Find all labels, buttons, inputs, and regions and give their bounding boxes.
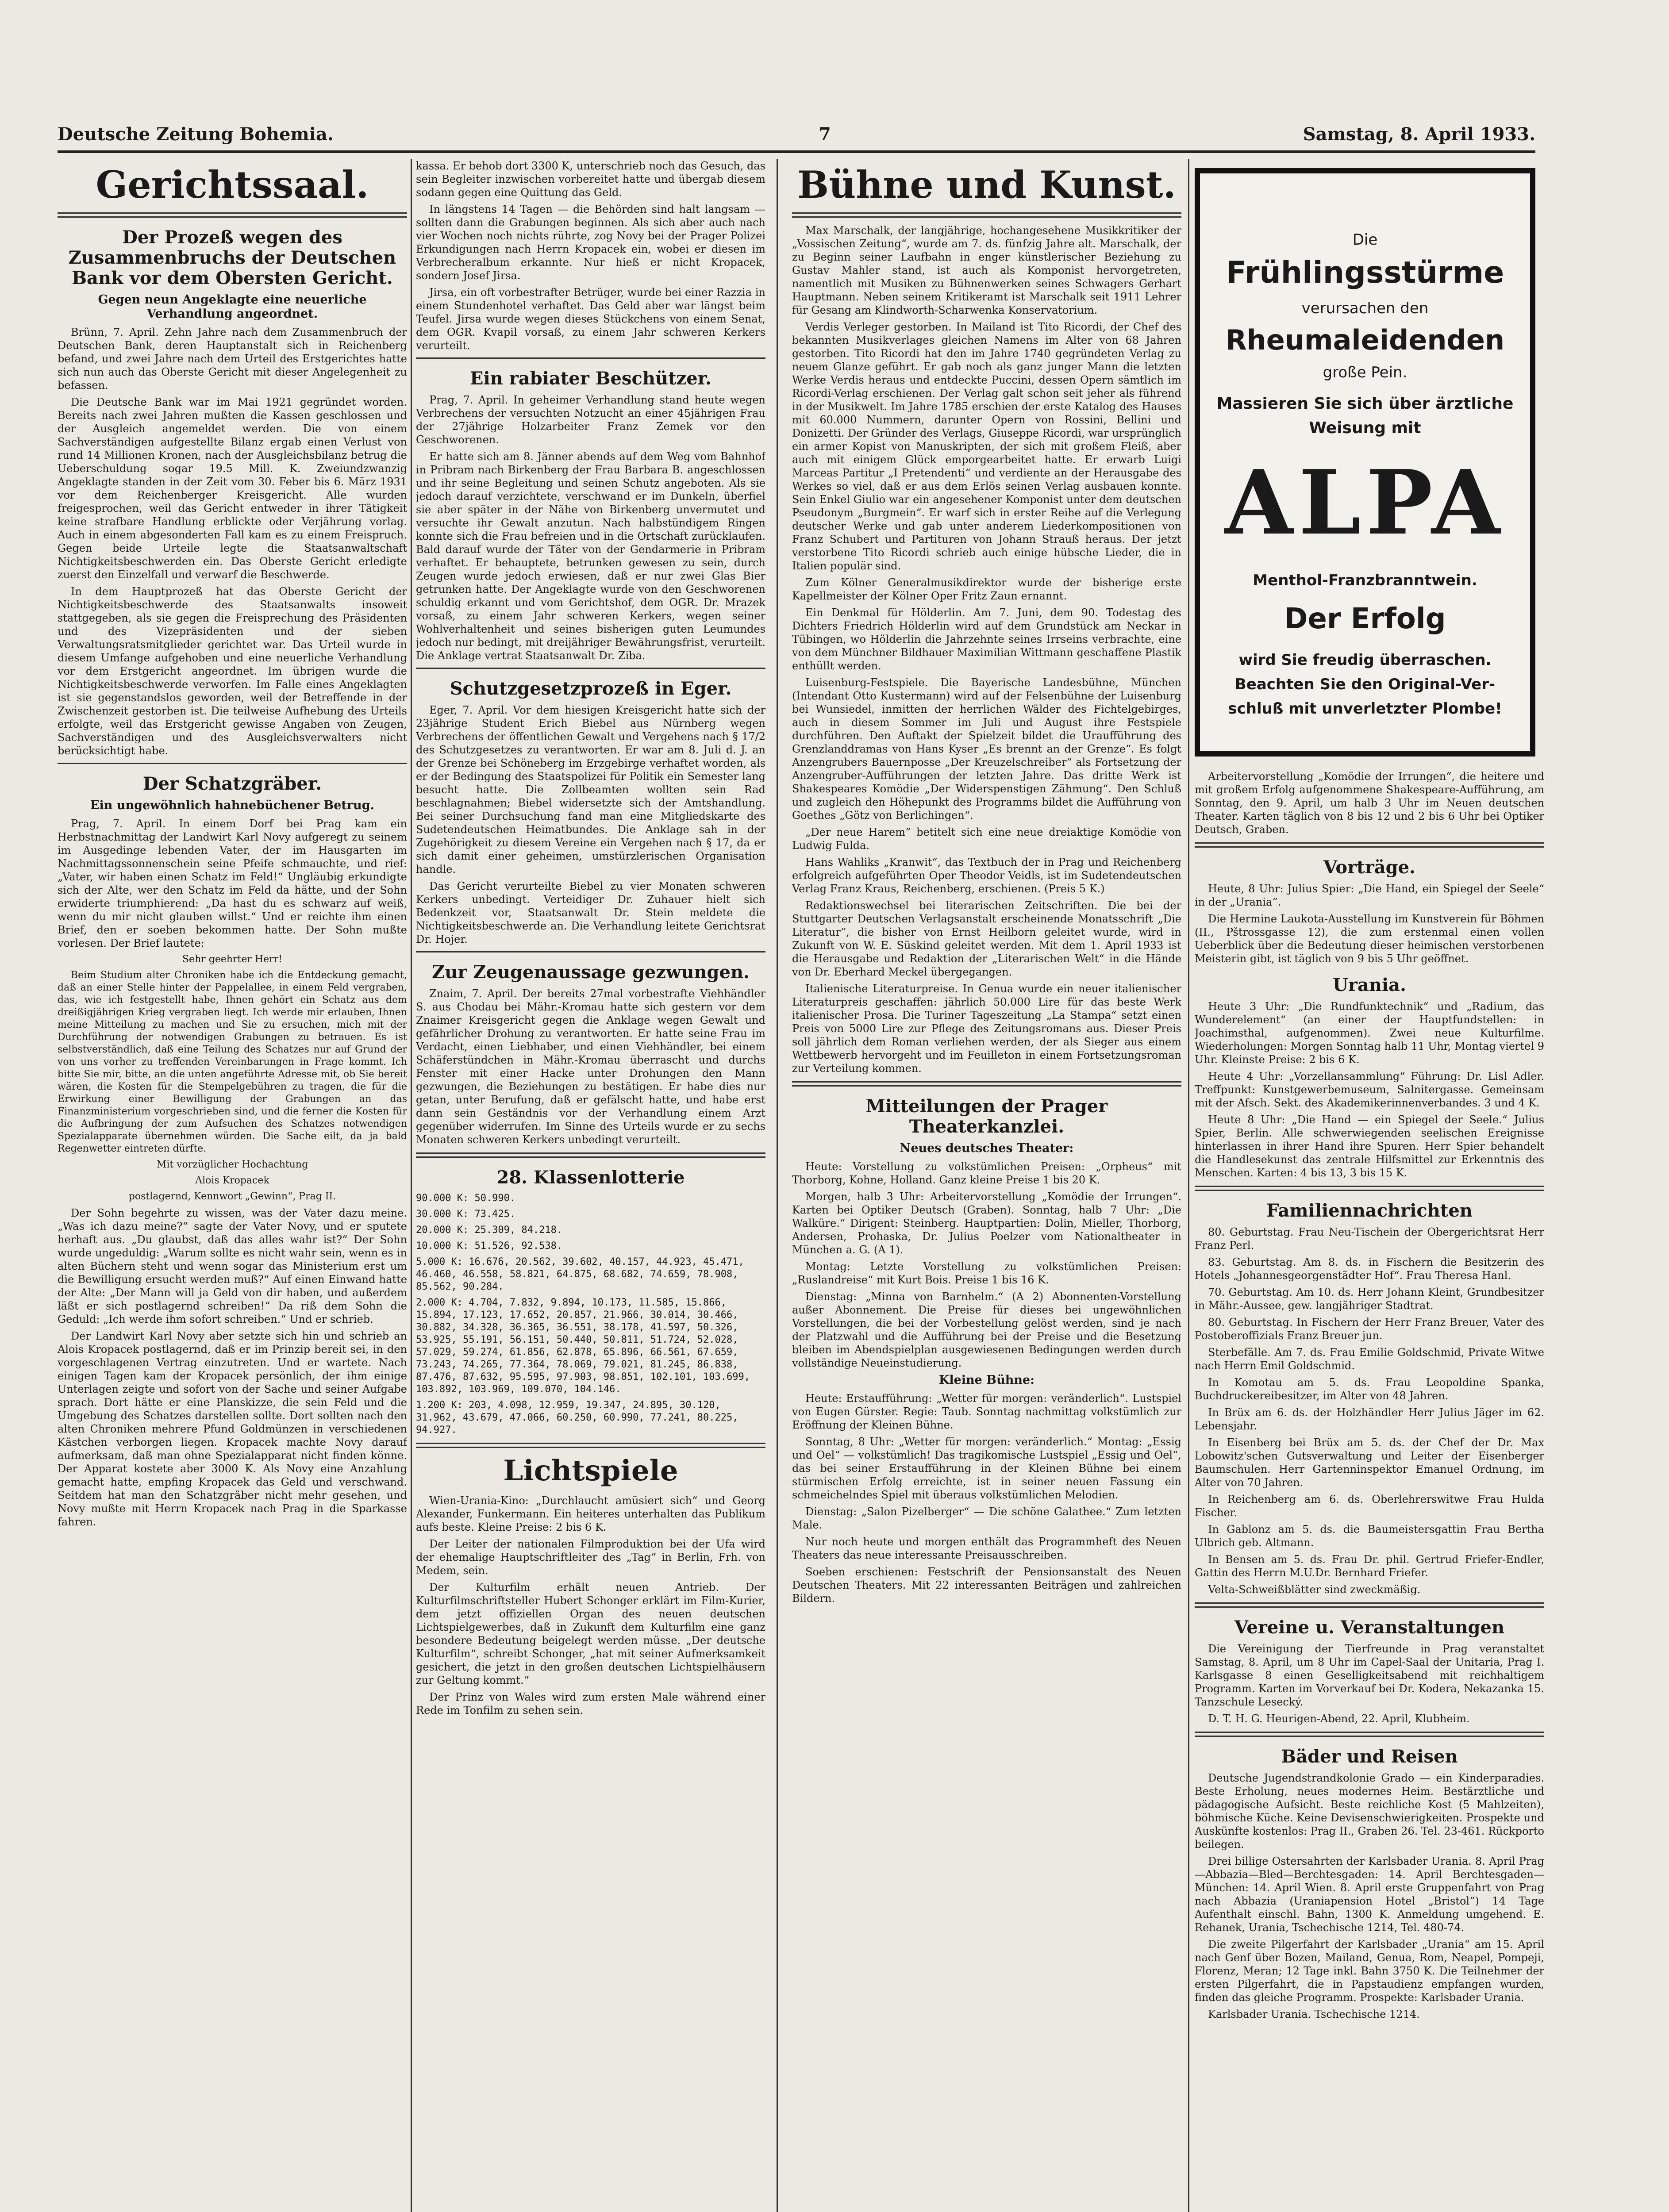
article-paragraph: Nur noch heute und morgen enthält das Programmheft des Neuen Theaters das neue interessante Preisausschreiben.: [792, 1536, 1181, 1561]
article-paragraph: Zum Kölner Generalmusikdirektor wurde der bisherige erste Kapellmeister der Kölner Oper Fritz Zaun ernannt.: [792, 576, 1181, 602]
article-paragraph: D. T. H. G. Heurigen-Abend, 22. April, Klubheim.: [1208, 1713, 1470, 1725]
article-paragraph: Znaim, 7. April. Der bereits 27mal vorbestrafte Viehhändler S. aus Chodau bei Mähr.-Kromau hatte sich gestern vor dem Znaimer Kreisgericht gegen die Anklage wegen Gewalt und gefährlicher Drohung zu verantworten. Er hatte seine Frau im Verdacht, einen Liebhaber, und einen Viehhändler, bei einem Schäferstündchen in Mähr.-Kromau überrascht und durchs Fenster mit einer Hacke unter Drohungen den Mann gezwungen, die Beziehungen zu bestätigen. Er habe dies nur getan, unter Berufung, daß er gefälscht hatte, und habe erst dann sein Geständnis vor der Verhandlung einem Arzt gegenüber widerrufen. Im Sinne des Urteils wurde er zu sechs Monaten schweren Kerkers unbedingt verurteilt.: [416, 987, 765, 1146]
headline-schatzgraeber: Der Schatzgräber.: [142, 773, 322, 794]
article-paragraph: Velta-Schweißblätter sind zweckmäßig.: [1208, 1583, 1421, 1596]
subheadline: Neues deutsches Theater:: [900, 1141, 1074, 1155]
alpa-advertisement: [1195, 168, 1535, 757]
ad-text: Beachten Sie den Original-Ver-: [1234, 676, 1496, 693]
article-paragraph: Verdis Verleger gestorben. In Mailand ist Tito Ricordi, der Chef des bekannten Musikverlages gleichen Namens im Alter von 68 Jahren gestorben. Tito Ricordi hat den im Jahre 1740 gegründeten Verlag zu neuem Glanze geführt. Er gab noch als ganz junger Mann die letzten Werke Verdis heraus und entdeckte Puccini, dessen Opern sämtlich im Ricordi-Verlag erschienen. Der Verlag galt schon seit jeher als führend in der Musikwelt. Im Jahre 1785 erschien der erste Katalog des Hauses mit 60.000 Nummern, darunter Opern von Rossini, Bellini und Donizetti. Der Gründer des Verlags, Giuseppe Ricordi, war ursprünglich ein armer Kopist von Manuskripten, der sich mit großem Fleiß, aber auch mit einigem Glück emporgearbeitet hatte. Er erwarb Luigi Marceas Partitur „I Pretendenti“ und verdiente an der Herausgabe des Werkes so viel, daß er aus dem Erlös seinen Verlag ausbauen konnte. Sein Enkel Giulio war ein angesehener Komponist unter dem deutschen Pseudonym „Burgmein“. Er warf sich in erster Reihe auf die Verlegung deutscher Werke und gab unter anderem Liederkompositionen von Franz Schubert und Partituren von Johann Strauß heraus. Der jetzt verstorbene Tito Ricordi schrieb auch einige hübsche Lieder, die in Italien populär sind.: [792, 321, 1181, 572]
article-paragraph: Morgen, halb 3 Uhr: Arbeitervorstellung „Komödie der Irrungen“. Karten bei Optiker Deutsch (Graben). Sonntag, halb 7 Uhr: „Die Walküre.“ Dirigent: Steinberg. Hauptpartien: Dolin, Mieller, Thorborg, Andersen, Prohaska, Dr. Julius Poelzer vom Nationaltheater in München a. G. (A 1).: [792, 1190, 1181, 1256]
article-paragraph: Heute: Vorstellung zu volkstümlichen Preisen: „Orpheus“ mit Thorborg, Kohne, Holland. Ganz kleine Preise 1 bis 20 K.: [792, 1160, 1181, 1186]
headline-urania: Urania.: [1333, 975, 1406, 995]
article-paragraph: Dienstag: „Salon Pizelberger“ — Die schöne Galathee.“ Zum letzten Male.: [792, 1505, 1181, 1531]
article-paragraph: Redaktionswechsel bei literarischen Zeitschriften. Die bei der Stuttgarter Deutschen Verlagsanstalt erscheinende Monatsschrift „Die Literatur“, die bisher von Ernst Heilborn geleitet wurde, wird in Zukunft von W. E. Süskind geleitet werden. Mit dem 1. April 1933 ist die Herausgabe und Redaktion der „Literarischen Welt“ in die Hände von Dr. Eberhard Meckel übergegangen.: [792, 899, 1181, 978]
lottery-row: 5.000 K: 16.676, 20.562, 39.602, 40.157, 44.923, 45.471, 46.460, 46.558, 58.821, 64.875, 68.682, 74.659, 78.908, 85.562, 90.284.: [416, 1256, 744, 1292]
article-paragraph: Prag, 7. April. In geheimer Verhandlung stand heute wegen Verbrechens der versuchten Notzucht an einer 45jährigen Frau der 27jährige Holzarbeiter Franz Zemek vor den Geschworenen.: [416, 394, 765, 446]
lottery-results: [416, 1192, 765, 1436]
article-paragraph: Heute, 8 Uhr: Julius Spier: „Die Hand, ein Spiegel der Seele“ in der „Urania“.: [1195, 883, 1544, 908]
article-paragraph: Sonntag, 8 Uhr: „Wetter für morgen: veränderlich.“ Montag: „Essig und Oel“ — volkstümlich! Das tragikomische Lustspiel „Essig und Oel“, das bei seiner Erstaufführung in der Kleinen Bühne bei einem stürmischen Erfolg erreichte, ist in seiner neuen Fassung ein schmeichelndes Spiel mit überaus volkstümlichen Melodien.: [792, 1436, 1181, 1501]
article-paragraph: Hans Wahliks „Kranwit“, das Textbuch der in Prag und Reichenberg erfolgreich aufgeführten Oper Theodor Veidls, ist im Sudetendeutschen Verlag Franz Kraus, Reichenberg, erschienen. (Preis 5 K.): [792, 856, 1181, 895]
section-title-gerichtssaal: Gerichtssaal.: [96, 163, 369, 207]
lottery-row: 10.000 K: 51.526, 92.538.: [416, 1240, 563, 1252]
divider: [416, 1443, 765, 1448]
article-paragraph: kassa. Er behob dort 3300 K, unterschrieb noch das Gesuch, das sein Begleiter inzwischen vorbereitet hatte und übergab diesem sodann gegen eine Quittung das Geld.: [416, 160, 765, 199]
article-paragraph: Der Landwirt Karl Novy aber setzte sich hin und schrieb an Alois Kropacek postlagernd, daß er im Prinzip bereit sei, in den vorgeschlagenen Vertrag einzutreten. Und er wartete. Nach einigen Tagen kam der Kropacek persönlich, der ihm einige Unterlagen zeigte und sofort von der Sache und seiner Aufgabe sprach. Dort hätte er eine Planskizze, die sein Feld und die Umgebung des Schatzes darstellen sollte. Dort sollten nach den alten Chroniken mehrere Pfund Goldmünzen in verschiedenen Kästchen verborgen liegen. Kropacek machte Novy darauf aufmerksam, daß man ohne Spezialapparat nicht finden könne. Der Apparat kostete aber 3000 K. Als Novy eine Anzahlung gemacht hatte, empfing Kropacek das Geld und verschwand. Seitdem hat man den Schatzgräber nicht mehr gesehen, und Novy mußte mit Herrn Kropacek nach Prag in die Sparkasse fahren.: [58, 1330, 407, 1528]
subheadline: Kleine Bühne:: [938, 1373, 1035, 1387]
divider: [416, 668, 765, 669]
lottery-row: 90.000 K: 50.990.: [416, 1193, 516, 1204]
article-paragraph: In Brüx am 6. ds. der Holzhändler Herr Julius Jäger im 62. Lebensjahr.: [1195, 1406, 1544, 1432]
article-paragraph: Arbeitervorstellung „Komödie der Irrungen“, die heitere und mit großem Erfolg aufgenommene Shakespeare-Aufführung, am Sonntag, den 9. April, um halb 3 Uhr im Neuen deutschen Theater. Karten täglich von 8 bis 12 und 2 bis 6 Uhr bei Optiker Deutsch, Graben.: [1195, 770, 1544, 836]
article-paragraph: In Eisenberg bei Brüx am 5. ds. der Chef der Dr. Max Lobowitz'schen Gutsverwaltung und Leiter der Eisenberger Baumschulen. Herr Gartenninspektor Emanuel Ordnung, im Alter von 70 Jahren.: [1195, 1436, 1544, 1489]
subheadline: Gegen neun Angeklagte eine neuerliche Verhandlung angeordnet.: [98, 293, 367, 321]
letter-closing: Mit vorzüglicher Hochachtung: [156, 1159, 308, 1170]
article-paragraph: Der Kulturfilm erhält neuen Antrieb. Der Kulturfilmschriftsteller Hubert Schonger erklärt im Film-Kurier, dem jetzt offiziellen Organ des neuen deutschen Lichtspielgewerbes, daß in Zukunft dem Kulturfilm eine ganz besondere Bedeutung beigelegt werden müsse. „Der deutsche Kulturfilm“, schreibt Schonger, „hat mit seiner Aufmerksamkeit gesichert, die jetzt in den großen deutschen Lichtspielhäusern zur Geltung kommt.“: [416, 1581, 765, 1686]
ad-text: Menthol-Franzbranntwein.: [1253, 572, 1477, 589]
article-paragraph: In Reichenberg am 6. ds. Oberlehrerswitwe Frau Hulda Fischer.: [1195, 1493, 1544, 1519]
headline-vortraege: Vorträge.: [1323, 857, 1415, 878]
ad-text: Massieren Sie sich über ärztliche: [1216, 395, 1514, 413]
article-paragraph: Luisenburg-Festspiele. Die Bayerische Landesbühne, München (Intendant Otto Kustermann) wird auf der Felsenbühne der Luisenburg bei Wunsiedel, inmitten der herrlichen Wälder des Fichtelgebirges, auch in diesem Sommer im Juli und August ihre Festspiele durchführen. Den Auftakt der Spielzeit bildet die Uraufführung des Grenzlanddramas von Hans Kyser „Es brennt an der Grenze“. Es folgt Anzengrubers Bauernposse „Der Kreuzelschreiber“ als Fortsetzung der Anzengruber-Aufführungen der letzten Jahre. Das dritte Werk ist Shakespeares Komödie „Der Widerspenstigen Zähmung“. Den Schluß und zugleich den Höhepunkt des Programms bildet die Aufführung von Goethes „Götz von Berlichingen“.: [792, 676, 1181, 822]
ad-headline: Frühlingsstürme: [1226, 255, 1504, 290]
lottery-row: 30.000 K: 73.425.: [416, 1209, 516, 1220]
article-paragraph: Heute 3 Uhr: „Die Rundfunktechnik“ und „Radium, das Wunderelement“ (an einer der Hauptfundstellen: in Joachimsthal, aufgenommen). Zwei neue Kulturfilme. Wiederholungen: Morgen Sonntag halb 11 Uhr, Montag viertel 9 Uhr. Kleinste Preise: 2 bis 6 K.: [1195, 1000, 1544, 1066]
letter-text: Beim Studium alter Chroniken habe ich die Entdeckung gemacht, daß an einer Stelle hinter der Pappelallee, in einem Feld vergraben, das, wie ich festgestellt habe, Ihnen gehört ein Schatz aus dem dreißigjährigen Krieg vergraben liegt. Ich werde mir erlauben, Ihnen meine Mitteilung zu machen und Sie zu ersuchen, mich mit der Durchführung der notwendigen Grabungen zu betrauen. Es ist selbstverständlich, daß eine Teilung des Schatzes nur auf Grund der von uns vorher zu treffenden Vereinbarungen in Frage kommt. Ich bitte Sie mir, bitte, an die unten angeführte Adresse mit, ob Sie bereit wären, die Kosten für die Stempelgebühren zu tragen, die für die Erwirkung einer Bewilligung der Grabungen an das Finanzministerium vorgeschrieben sind, und die ferner die Kosten für die Aufbringung der zum Aufsuchen des Schatzes notwendigen Spezialapparate übernehmen würden. Die Sache eilt, da ja bald Regenwetter eintreten dürfte.: [58, 970, 407, 1154]
article-paragraph: Heute 8 Uhr: „Die Hand — ein Spiegel der Seele.“ Julius Spier, Berlin. Alle schwerwiegenden seelischen Ereignisse hinterlassen in ihrer Hand ihre Spuren. Herr Spier behandelt die Handlesekunst das zentrale Hilfsmittel zur Erkenntnis des Menschen. Karten: 4 bis 13, 3 bis 15 K.: [1195, 1114, 1544, 1179]
subheadline: Ein ungewöhnlich hahnebüchener Betrug.: [90, 799, 375, 812]
article-paragraph: Jirsa, ein oft vorbestrafter Betrüger, wurde bei einer Razzia in einem Stundenhotel verhaftet. Das Geld aber war längst beim Teufel. Jirsa wurde wegen dieses Stückchens von einem Senat, dem OGR. Kvapil vorsaß, zu einem Jahr schweren Kerkers verurteilt.: [416, 286, 765, 352]
column-court-news: [58, 159, 407, 2212]
headline-theaterkanzlei: Mitteilungen der Prager Theaterkanzlei.: [865, 1096, 1108, 1137]
ad-text: verursachen den: [1301, 300, 1429, 317]
ad-text: wird Sie freudig überraschen.: [1238, 651, 1492, 669]
lottery-row: 1.200 K: 203, 4.098, 12.959, 19.347, 24.895, 30.120, 31.962, 43.679, 47.066, 60.250, 60.990, 77.241, 80.225, 94.927.: [416, 1400, 738, 1436]
divider: [416, 1152, 765, 1158]
section-title-lichtspiele: Lichtspiele: [503, 1454, 678, 1487]
article-paragraph: Brünn, 7. April. Zehn Jahre nach dem Zusammenbruch der Deutschen Bank, deren Hauptanstalt sich in Reichenberg befand, und zwei Jahre nach dem Urteil des Erstgerichtes hatte sich nun auch das Oberste Gericht mit dieser Angelegenheit zu befassen.: [58, 326, 407, 392]
column-court-continued: [416, 159, 765, 2212]
headline-baeder-und-reisen: Bäder und Reisen: [1281, 1746, 1458, 1767]
article-paragraph: Heute 4 Uhr: „Vorzellansammlung“ Führung: Dr. Lisl Adler. Treffpunkt: Kunstgewerbemuseum, Salnitergasse. Gemeinsam mit der Afsch. Sekt. des Akademikerinnenverbandes. 3 und 4 K.: [1195, 1070, 1544, 1109]
article-paragraph: 80. Geburtstag. Frau Neu-Tischein der Obergerichtsrat Herr Franz Perl.: [1195, 1226, 1544, 1252]
article-paragraph: Soeben erschienen: Festschrift der Pensionsanstalt des Neuen Deutschen Theaters. Mit 22 interessanten Beiträgen und zahlreichen Bildern.: [792, 1566, 1181, 1605]
article-paragraph: 80. Geburtstag. In Fischern der Herr Franz Breuer, Vater des Postoberoffizials Franz Breuer jun.: [1195, 1316, 1544, 1342]
divider: [1195, 842, 1544, 848]
column-rule: [777, 159, 778, 2212]
divider: [1195, 1186, 1544, 1191]
article-paragraph: In Gablonz am 5. ds. die Baumeistersgattin Frau Bertha Ulbrich geb. Altmann.: [1195, 1523, 1544, 1549]
divider: [58, 212, 407, 218]
article-paragraph: Die zweite Pilgerfahrt der Karlsbader „Urania“ am 15. April nach Genf über Bozen, Mailand, Genua, Rom, Neapel, Pompeji, Florenz, Meran; 12 Tage inkl. Bahn 3750 K. Die Teilnehmer der ersten Pilgerfahrt, die in Papstaudienz empfangen wurden, finden das gleiche Programm. Prospekte: Karlsbader Urania.: [1195, 1938, 1544, 2004]
divider: [416, 951, 765, 952]
article-paragraph: „Der neue Harem“ betitelt sich eine neue dreiaktige Komödie von Ludwig Fulda.: [792, 826, 1181, 852]
article-paragraph: Er hatte sich am 8. Jänner abends auf dem Weg vom Bahnhof in Pribram nach Birkenberg der Frau Barbara B. angeschlossen und ihr seine Begleitung und seinen Schutz angeboten. Als sie jedoch darauf verzichtete, verschwand er im Dunkeln, überfiel sie aber später in der Nähe von Birkenberg unvermutet und versuchte ihr Gewalt anzutun. Nach halbstündigem Ringen konnte sich die Frau befreien und in die Ortschaft zurücklaufen. Bald darauf wurde der Täter von der Gendarmerie in Pribram verhaftet. Er behauptete, betrunken gewesen zu sein, durch Zeugen wurde jedoch erwiesen, daß er nur zwei Glas Bier getrunken hatte. Der Angeklagte wurde von den Geschworenen schuldig erkannt und vom Gerichtshof, dem OGR. Dr. Mrazek vorsaß, zu einem Jahr schweren Kerkers, wegen seiner Wohlverhaltenheit und seines bisherigen guten Leumundes jedoch nur bedingt, mit dreijähriger Bewährungsfrist, verurteilt. Die Anklage vertrat Staatsanwalt Dr. Ziba.: [416, 450, 765, 662]
article-paragraph: In dem Hauptprozeß hat das Oberste Gericht der Nichtigkeitsbeschwerde des Staatsanwalts insoweit stattgegeben, als sie gegen die Freisprechung des Präsidenten und des Vizepräsidenten und der sieben Verwaltungsratsmitglieder gerichtet war. Das Urteil wurde in diesem Umfange aufgehoben und eine neuerliche Verhandlung vor dem Erstgericht angeordnet. Im übrigen wurde die Nichtigkeitsbeschwerde verworfen. Im Falle eines Angeklagten ist sie gegenstandslos geworden, weil der Betreffende in der Zwischenzeit gestorben ist. Die teilweise Aufhebung des Urteils erfolgte, weil das Erstgericht gewisse Angaben von Zeugen, Sachverständigen und des Ausgleichsverwalters nicht berücksichtigt habe.: [58, 585, 407, 757]
article-paragraph: Prag, 7. April. In einem Dorf bei Prag kam ein Herbstnachmittag der Landwirt Karl Novy aufgeregt zu seinem im Ausgedinge lebenden Vater, der im Hausgarten im Nachmittagssonnenschein seine Pfeife schmauchte, und rief: „Vater, wir haben einen Schatz im Feld!“ Ungläubig erkundigte sich der Alte, wer den Schatz im Feld da hätte, und der Sohn erwiderte triumphierend: „Da hast du es schwarz auf weiß, wenn du mir nicht glauben willst.“ Und er reichte ihm einen Brief, den er soeben bekommen hatte. Der Sohn mußte vorlesen. Der Brief lautete:: [58, 818, 407, 949]
ad-headline: Rheumaleidenden: [1225, 324, 1505, 356]
article-paragraph: Italienische Literaturpreise. In Genua wurde ein neuer italienischer Literaturpreis geschaffen: jährlich 50.000 Lire für das beste Werk italienischer Prosa. Die Turiner Tageszeitung „La Stampa“ setzt einen Preis von 5000 Lire zur Pflege des Zeitungsromans aus. Dieser Preis soll jährlich dem Roman verliehen werden, der als Sieger aus einem Wettbewerb hervorgeht und im Feuilleton in einem Fortsetzungsroman zur Verteilung kommen.: [792, 983, 1181, 1075]
article-paragraph: Das Gericht verurteilte Biebel zu vier Monaten schweren Kerkers unbedingt. Verteidiger Dr. Zuhauer hielt sich Bedenkzeit vor, Staatsanwalt Dr. Stein meldete die Nichtigkeitsbeschwerde an. Die Verhandlung leitete Gerichtsrat Dr. Hojer.: [416, 880, 765, 945]
ad-brand-logo: ALPA: [1224, 451, 1506, 555]
article-paragraph: Dienstag: „Minna von Barnhelm.“ (A 2) Abonnenten-Vorstellung außer Abonnement. Die Preise für dieses bei ungewöhnlichen Vorstellungen, die bei der Vorbestellung gelöst werden, sind je nach der Platzwahl und die Aufführung bei der Preise und die Besetzung bleiben im Abendspielplan ausgewiesenen Bedingungen werden durch vollständige Neueinstudierung.: [792, 1290, 1181, 1369]
article-paragraph: Der Prinz von Wales wird zum ersten Male während einer Rede im Tonfilm zu sehen sein.: [416, 1691, 765, 1717]
article-paragraph: Der Sohn begehrte zu wissen, was der Vater dazu meine. „Was ich dazu meine?“ sagte der Vater Novy, und er sputete herhaft aus. „Du glaubst, daß das alles wahr ist?“ Der Sohn wurde ungeduldig: „Warum sollte es nicht wahr sein, wenn es in alten Büchern steht und wenn sogar das Ministerium erst um die Bewilligung ersucht werden muß?“ Auf einen Einwand hatte der Alte: „Der Mann will ja Geld von dir haben, und außerdem läßt er sich postlagernd schreiben!“ Da riß dem Sohn die Geduld: „Ich werde ihm sofort schreiben.“ Und er schrieb.: [58, 1207, 407, 1325]
article-paragraph: Die Hermine Laukota-Ausstellung im Kunstverein für Böhmen (II., Pštrossgasse 12), die zum erstenmal einen vollen Ueberblick über die Bedeutung dieser heimischen verstorbenen Meisterin gibt, ist täglich von 9 bis 5 Uhr geöffnet.: [1195, 913, 1544, 965]
divider: [416, 357, 765, 359]
headline-zeugenaussage: Zur Zeugenaussage gezwungen.: [432, 962, 750, 983]
article-paragraph: Karlsbader Urania. Tschechische 1214.: [1208, 2008, 1420, 2020]
masthead: [58, 124, 1535, 153]
ad-text: Weisung mit: [1309, 419, 1421, 437]
headline-vereine: Vereine u. Veranstaltungen: [1234, 1617, 1505, 1638]
article-paragraph: 70. Geburtstag. Am 10. ds. Herr Johann Kleint, Grundbesitzer in Mähr.-Aussee, gew. langjähriger Stadtrat.: [1195, 1286, 1544, 1312]
masthead-paper-name: Deutsche Zeitung Bohemia.: [58, 124, 334, 145]
headline-schutzgesetzprozess: Schutzgesetzprozeß in Eger.: [450, 678, 732, 699]
article-paragraph: Max Marschalk, der langjährige, hochangesehene Musikkritiker der „Vossischen Zeitung“, wurde am 7. ds. fünfzig Jahre alt. Marschalk, der zu Beginn seiner Laufbahn in enger künstlerischer Beziehung zu Gustav Mahler stand, ist auch als Komponist hervorgetreten, namentlich mit Musiken zu Bühnenwerken seines Schwagers Gerhart Hauptmann. Neben seinem Kritikeramt ist Marschalk seit 1911 Lehrer für Gesang am Klindworth-Scharwenka Konservatorium.: [792, 224, 1181, 316]
divider: [792, 1081, 1181, 1087]
article-paragraph: Die Vereinigung der Tierfreunde in Prag veranstaltet Samstag, 8. April, um 8 Uhr im Capel-Saal der Unitaria, Prag I. Karlsgasse 8 einen Geselligkeitsabend mit reichhaltigem Programm. Karten im Vorverkauf bei Dr. Kodera, Nekazanka 15. Tanzschule Lesecký.: [1195, 1643, 1544, 1708]
headline-familiennachrichten: Familiennachrichten: [1266, 1200, 1473, 1221]
divider: [58, 763, 407, 764]
article-paragraph: Heute: Erstaufführung: „Wetter für morgen: veränderlich“. Lustspiel von Eugen Gürster. Regie: Taub. Sonntag nachmittag volkstümlich zur Eröffnung der Kleinen Bühne.: [792, 1392, 1181, 1431]
letter-signature: Alois Kropacek: [195, 1175, 269, 1186]
divider: [1195, 1732, 1544, 1737]
letter-address: postlagernd, Kennwort „Gewinn“, Prag II.: [128, 1191, 336, 1202]
ad-headline: Der Erfolg: [1284, 603, 1446, 635]
article-paragraph: In Komotau am 5. ds. Frau Leopoldine Spanka, Buchdruckereibesitzer, im Alter von 48 Jahren.: [1195, 1376, 1544, 1402]
headline-klassenlotterie: 28. Klassenlotterie: [496, 1167, 685, 1188]
headline-deutsche-bank: Der Prozeß wegen des Zusammenbruchs der Deutschen Bank vor dem Obersten Gericht.: [68, 227, 396, 288]
article-paragraph: Ein Denkmal für Hölderlin. Am 7. Juni, dem 90. Todestag des Dichters Friedrich Hölderlin wird auf dem Grundstück am Neckar in Tübingen, wo Hölderlin die Jahrzehnte seines Irrseins verbrachte, eine von dem Münchner Bildhauer Maximilian Wittmann geschaffene Plastik enthüllt werden.: [792, 607, 1181, 672]
lottery-row: 2.000 K: 4.704, 7.832, 9.894, 10.173, 11.585, 15.866, 15.894, 17.123, 17.652, 20.857, 21.966, 30.014, 30.466, 30.882, 34.328, 36.365, 36.551, 38.178, 41.597, 50.326, 53.925, 55.191, 56.151, 50.440, 50.811, 51.724, 52.028, 57.029, 59.274, 61.856, 62.878, 65.896, 66.561, 67.659, 73.243, 74.265, 77.364, 78.069, 79.021, 81.245, 86.838, 87.476, 87.632, 95.595, 97.903, 98.851, 102.101, 103.699, 103.892, 103.969, 109.070, 104.146.: [416, 1297, 750, 1395]
lottery-row: 20.000 K: 25.309, 84.218.: [416, 1225, 563, 1236]
column-stage-and-art: [792, 159, 1181, 2212]
headline-rabiater-beschuetzer: Ein rabiater Beschützer.: [470, 368, 711, 389]
article-paragraph: Wien-Urania-Kino: „Durchlaucht amüsiert sich“ und Georg Alexander, Funkermann. Ein heiteres unterhalten das Publikum aufs beste. Kleine Preise: 2 bis 6 K.: [416, 1494, 765, 1533]
masthead-page-number: 7: [819, 124, 831, 145]
ad-text: große Pein.: [1323, 364, 1407, 381]
column-announcements: [1195, 770, 1544, 2212]
section-title-buehne-und-kunst: Bühne und Kunst.: [797, 163, 1176, 207]
masthead-date: Samstag, 8. April 1933.: [1303, 124, 1535, 145]
column-rule: [1188, 159, 1189, 2212]
article-paragraph: Montag: Letzte Vorstellung zu volkstümlichen Preisen: „Ruslandreise“ mit Kurt Bois. Preise 1 bis 16 K.: [792, 1260, 1181, 1286]
article-paragraph: Eger, 7. April. Vor dem hiesigen Kreisgericht hatte sich der 23jährige Student Erich Biebel aus Nürnberg wegen Verbrechens der öffentlichen Gewalt und Vergehens nach § 17/2 des Schutzgesetzes zu verantworten. Er war am 8. Juli d. J. an der Grenze bei Schöneberg im Erzgebirge verhaftet worden, als er der Bedingung des Staatspolizei für Politik ein Semester lang besucht hatte. Die Zollbeamten wollten sein Rad beschlagnahmen; Biebel widersetzte sich der Amtshandlung. Bei seiner Durchsuchung fand man eine Mitgliedskarte des Sudetendeutschen Heimatbundes. Die Anklage sah in der Zugehörigkeit zu diesem Vereine ein Vergehen nach § 17, da er sich damit einer geheimen, umstürzlerischen Organisation handle.: [416, 704, 765, 876]
ad-text: schluß mit unverletzter Plombe!: [1228, 700, 1502, 718]
article-paragraph: Die Deutsche Bank war im Mai 1921 gegründet worden. Bereits nach zwei Jahren mußten die Kassen geschlossen und der Ausgleich angemeldet werden. Die von einem Sachverständigen aufgestellte Bilanz ergab einen Verlust von rund 14 Millionen Kronen, nach der Ausgleichsbilanz betrug die Ueberschuldung sogar 19.5 Mill. K. Zweiundzwanzig Angeklagte standen in der Zeit vom 30. Feber bis 6. März 1931 vor dem Reichenberger Kreisgericht. Alle wurden freigesprochen, weil das Gericht entweder in ihrer Tätigkeit keine strafbare Handlung erblickte oder Verjährung vorlag. Auch in einem abgesonderten Fall kam es zu einem Freispruch. Gegen beide Urteile legte die Staatsanwaltschaft Nichtigkeitsbeschwerden ein. Das Oberste Gericht erledigte zuerst den Einzelfall und verwarf die Beschwerde.: [58, 396, 407, 581]
article-paragraph: 83. Geburtstag. Am 8. ds. in Fischern die Besitzerin des Hotels „Johannesgeorgenstädter Hof“. Frau Theresa Hanl.: [1195, 1256, 1544, 1282]
divider: [792, 212, 1181, 218]
article-paragraph: Sterbefälle. Am 7. ds. Frau Emilie Goldschmid, Private Witwe nach Herrn Emil Goldschmid.: [1195, 1346, 1544, 1372]
divider: [1195, 1602, 1544, 1608]
article-paragraph: In längstens 14 Tagen — die Behörden sind halt langsam — sollten dann die Grabungen beginnen. Als sich aber auch nach vier Wochen noch nichts rührte, zog Novy bei der Prager Polizei Erkundigungen nach Herrn Kropacek ein, wobei er diesen im Verbrecheralbum erkannte. Nur hieß er nicht Kropacek, sondern Josef Jirsa.: [416, 203, 765, 282]
letter-salutation: Sehr geehrter Herr!: [182, 954, 283, 965]
article-paragraph: Der Leiter der nationalen Filmproduktion bei der Ufa wird der ehemalige Hauptschriftleiter des „Tag“ in Berlin, Frh. von Medem, sein.: [416, 1538, 765, 1577]
article-paragraph: Deutsche Jugendstrandkolonie Grado — ein Kinderparadies. Beste Erholung, neues modernes Heim. Bestärztliche und pädagogische Aufsicht. Beste reichliche Kost (5 Mahlzeiten), böhmische Küche. Keine Devisenschwierigkeiten. Prospekte und Auskünfte kostenlos: Prag II., Graben 26. Tel. 23-461. Rückporto beilegen.: [1195, 1772, 1544, 1851]
ad-text: Die: [1352, 231, 1378, 249]
article-paragraph: Drei billige Ostersahrten der Karlsbader Urania. 8. April Prag—Abbazia—Bled—Berchtesgaden: 14. April Berchtesgaden—München: 14. April Wien. 8. April erste Gruppenfahrt von Prag nach Abbazia (Uraniapension Hotel „Bristol“) 14 Tage Aufenthalt einschl. Bahn, 1300 K. Anmeldung umgehend. E. Rehanek, Urania, Tschechische 1214, Tel. 480-74.: [1195, 1855, 1544, 1934]
column-rule: [411, 159, 412, 2212]
article-paragraph: In Bensen am 5. ds. Frau Dr. phil. Gertrud Friefer-Endler, Gattin des Herrn M.U.Dr. Bernhard Friefer.: [1195, 1553, 1544, 1579]
